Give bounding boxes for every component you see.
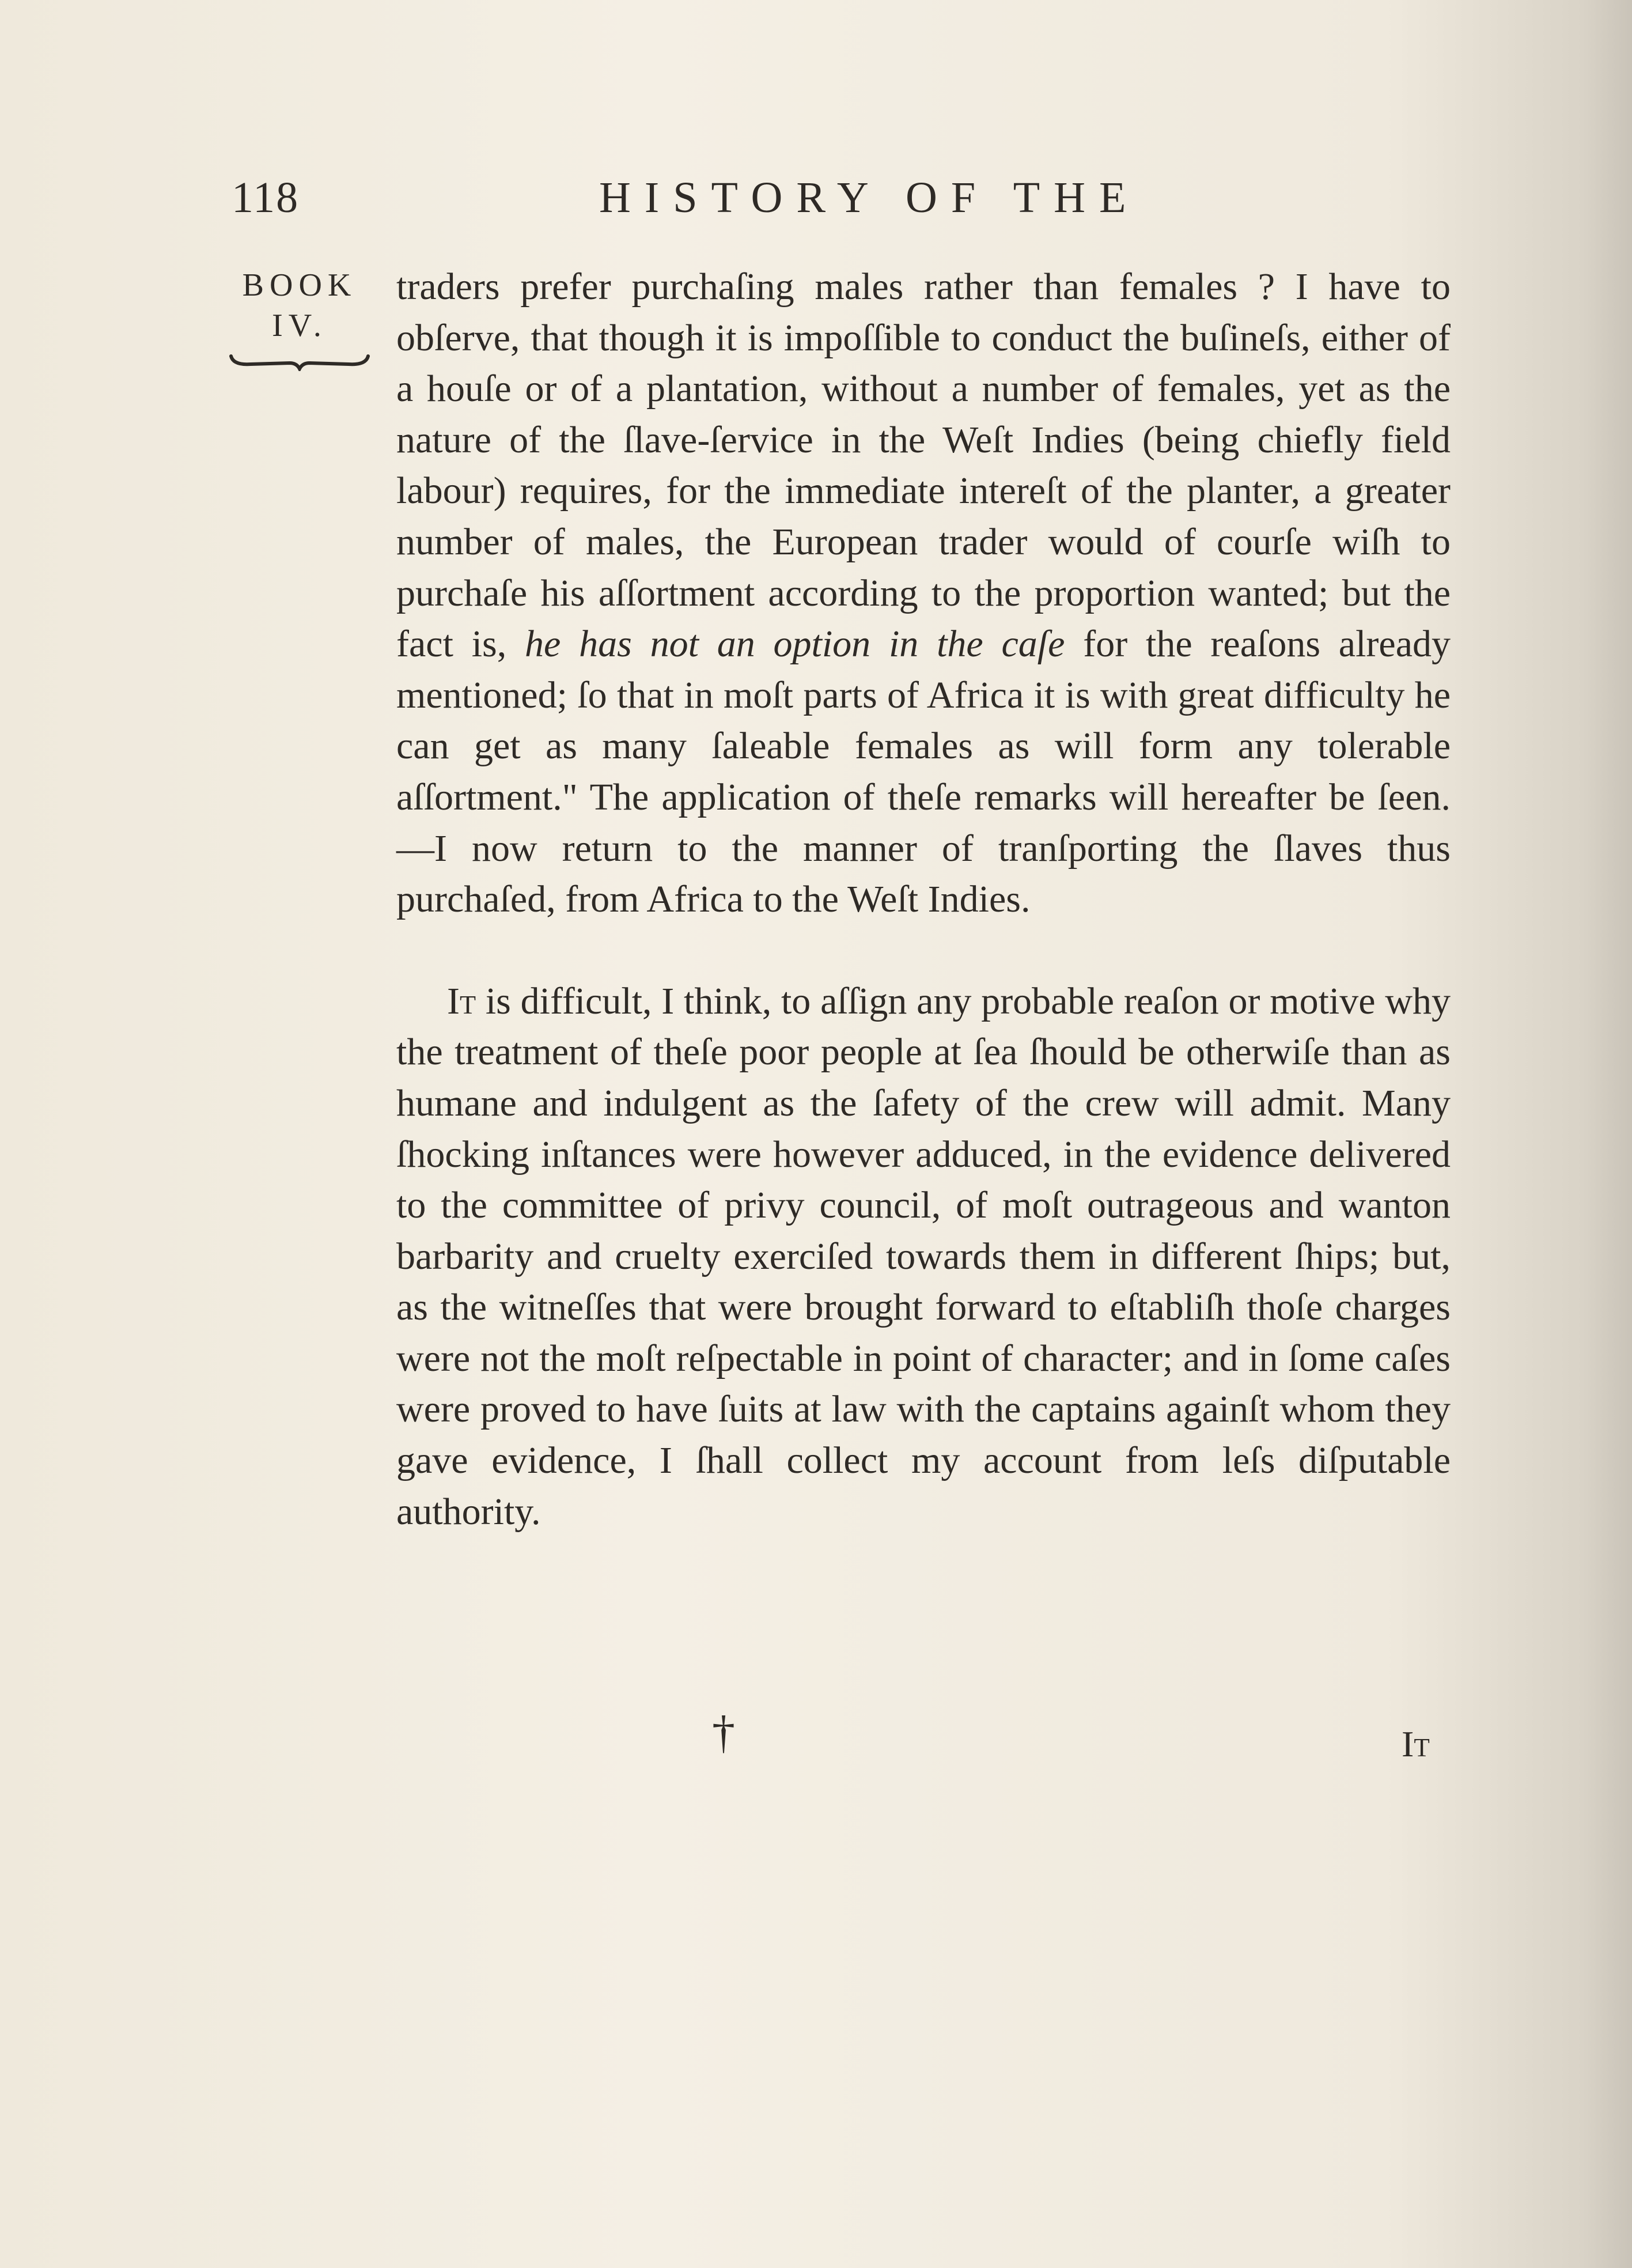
page-number: 118 <box>232 173 300 222</box>
italic-text: he has not an option in the caſe <box>525 623 1065 666</box>
paragraph <box>396 262 1451 925</box>
margin-note-book: BOOK <box>242 267 357 303</box>
signature-mark: † <box>712 1707 735 1758</box>
body-text <box>396 262 1451 1537</box>
margin-note <box>228 265 372 371</box>
text-run: for the reaſons already mentioned; ſo that in moſt parts of Africa it is with great difficulty he can get as many ſaleable females as will form any tolerable aſſortment." The application of theſe remarks will hereafter be ſeen.—I now return to the manner of tranſporting the ſlaves thus purchaſed, from Africa to the Weſt Indies. <box>396 623 1451 921</box>
curly-bracket-icon <box>228 348 372 371</box>
text-run: is difficult, I think, to aſſign any probable reaſon or motive why the treatment of theſe poor people at ſea ſhould be otherwiſe than as humane and indulgent as the ſafety of the crew will admit. Many ſhocking inſtances were however adduced, in the evidence delivered to the committee of privy council, of moſt outrageous and wanton barbarity and cruelty exerciſed towards them in different ſhips; but, as the witneſſes that were brought forward to eſtabliſh thoſe charges were not the moſt reſpectable in point of character; and in ſome caſes were proved to have ſuits at law with the captains againſt whom they gave evidence, I ſhall collect my account from leſs diſputable authority. <box>396 980 1451 1533</box>
paragraph <box>396 976 1451 1538</box>
text-run: traders prefer purchaſing males rather than females ? I have to obſerve, that though it is impoſſible to conduct the buſineſs, either of a houſe or of a plantation, without a number of females, yet as the nature of the ſlave-ſervice in the Weſt Indies (being chiefly field labour) requires, for the immediate intereſt of the planter, a greater number of males, the European trader would of courſe wiſh to purchaſe his aſſortment according to the proportion wanted; but the fact is, <box>396 266 1451 666</box>
margin-note-number: IV. <box>272 308 327 343</box>
catchword: It <box>1402 1723 1430 1764</box>
running-head: HISTORY OF THE <box>599 173 1140 222</box>
paragraph-opening: It <box>447 980 476 1022</box>
